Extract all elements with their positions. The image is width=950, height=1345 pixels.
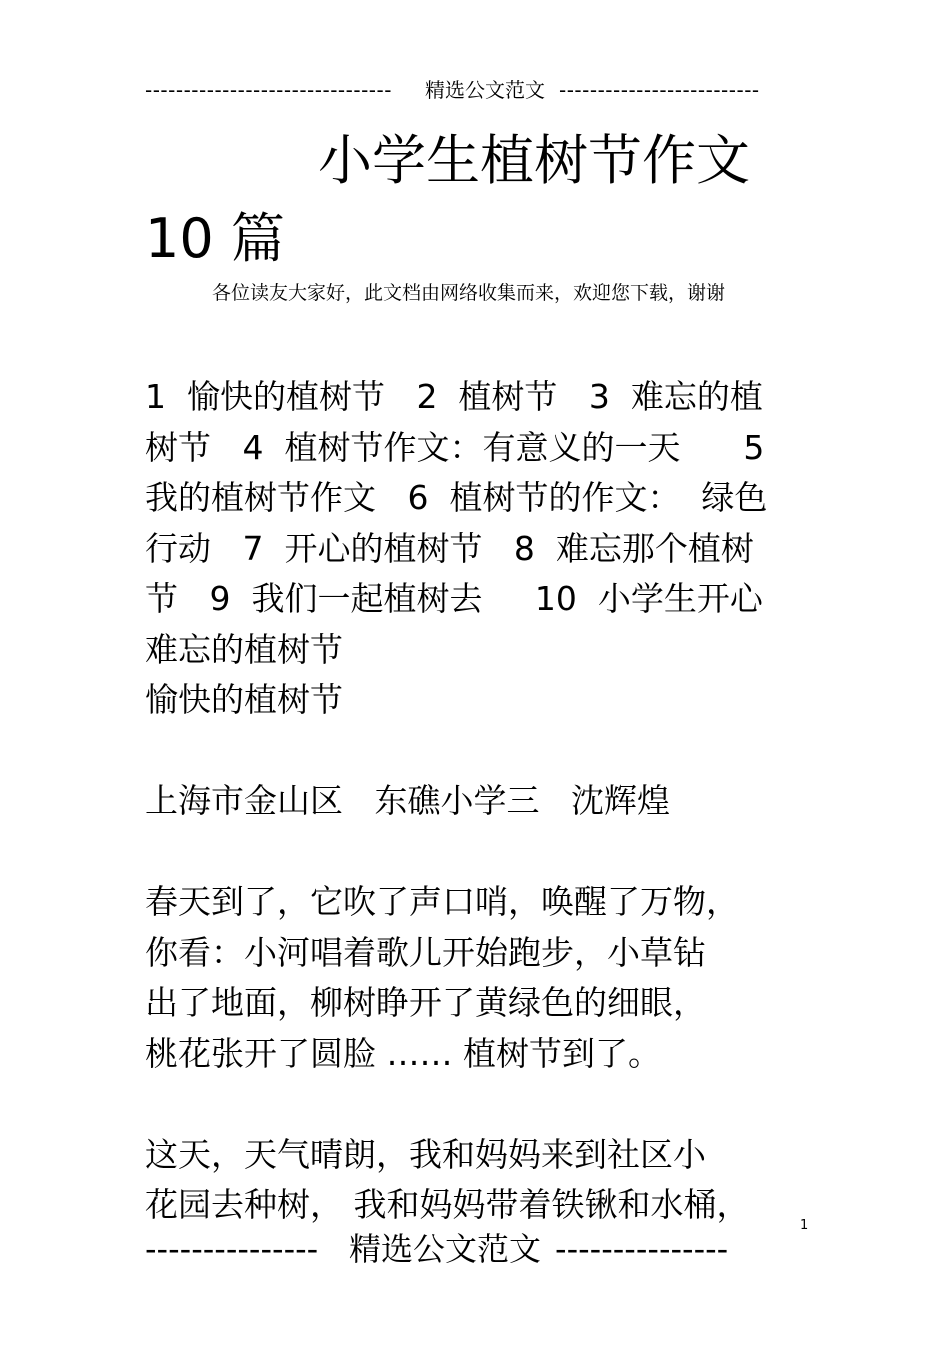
spacer	[145, 726, 810, 777]
footer-dashes-left: ---------------	[145, 1230, 319, 1268]
header-dashes-right: --------------------------	[559, 78, 760, 102]
page-number: 1	[800, 1218, 809, 1233]
footer-label: 精选公文范文	[349, 1230, 542, 1268]
spacer	[145, 1079, 810, 1130]
paragraph-line: 桃花张开了圆脸 …… 植树节到了。	[145, 1033, 661, 1073]
page-footer	[145, 1228, 775, 1270]
essay-title: 愉快的植树节	[145, 680, 343, 719]
author-line: 上海市金山区 东礁小学三 沈辉煌	[145, 781, 670, 820]
document-title-line-1: 小学生植树节作文	[318, 129, 750, 192]
page-header	[145, 76, 775, 104]
toc-line: 节 9 我们一起植树去 10 小学生开心	[145, 579, 763, 618]
paragraph-line: 春天到了，它吹了声口哨，唤醒了万物，	[145, 882, 739, 921]
header-label: 精选公文范文	[425, 78, 545, 102]
document-body	[145, 372, 810, 1231]
toc-line: 1 愉快的植树节 2 植树节 3 难忘的植	[145, 377, 763, 416]
toc-line: 我的植树节作文 6 植树节的作文： 绿色	[145, 478, 768, 517]
document-title-line-2: 10 篇	[145, 207, 285, 270]
paragraph-line: 这天，天气晴朗，我和妈妈来到社区小	[145, 1134, 706, 1174]
header-dashes-left: --------------------------------	[145, 78, 392, 102]
greeting-note: 各位读友大家好，此文档由网络收集而来，欢迎您下载，谢谢	[212, 282, 726, 304]
toc-line: 行动 7 开心的植树节 8 难忘那个植树	[145, 528, 754, 568]
spacer	[145, 827, 810, 878]
paragraph-line: 花园去种树， 我和妈妈带着铁锹和水桶，	[145, 1185, 750, 1224]
paragraph-line: 出了地面，柳树睁开了黄绿色的细眼，	[145, 983, 706, 1022]
toc-line: 难忘的植树节	[145, 629, 343, 669]
footer-dashes-right: ---------------	[555, 1230, 729, 1268]
toc-line: 树节 4 植树节作文：有意义的一天 5	[145, 427, 765, 467]
paragraph-line: 你看：小河唱着歌儿开始跑步，小草钻	[145, 932, 706, 972]
